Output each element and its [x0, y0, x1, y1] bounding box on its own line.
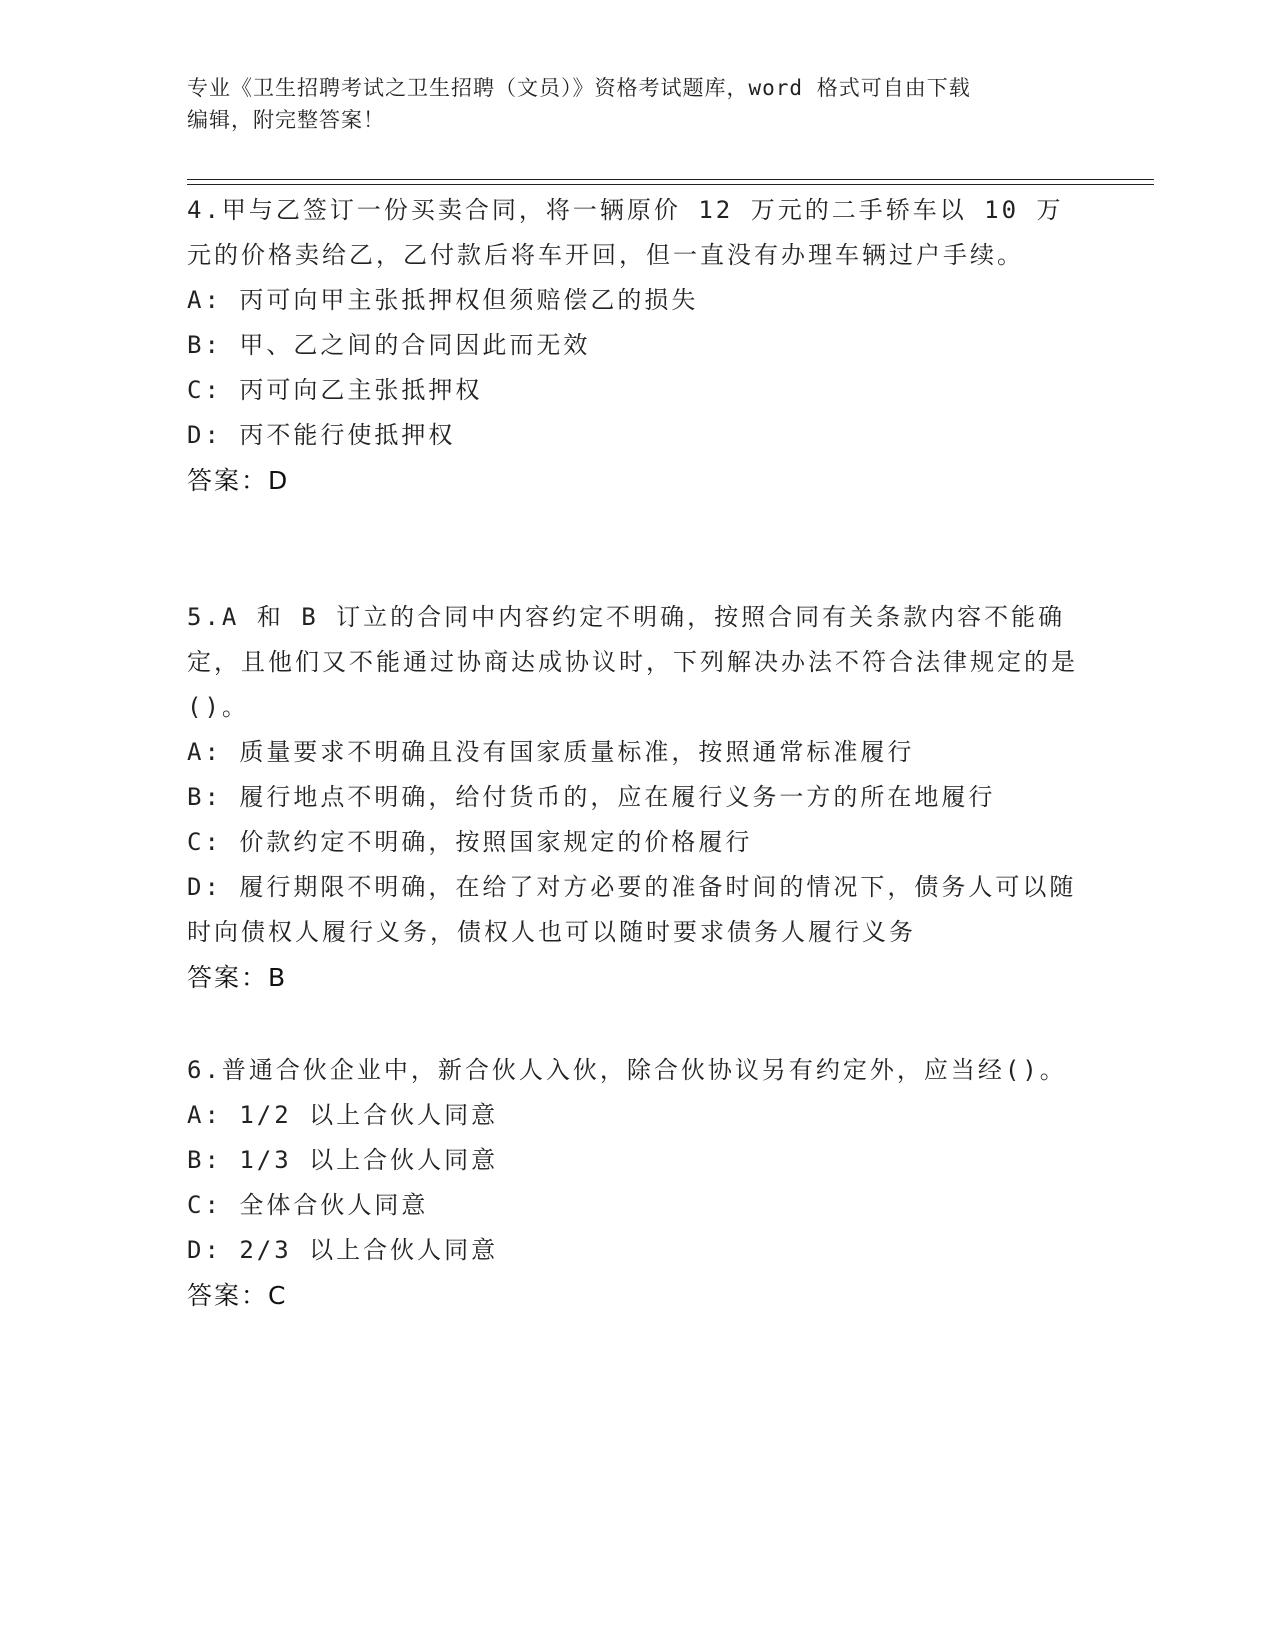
option-b: B: 履行地点不明确，给付货币的，应在履行义务一方的所在地履行	[187, 783, 996, 811]
option-a: A: 1/2 以上合伙人同意	[187, 1101, 499, 1129]
option-c: C: 全体合伙人同意	[187, 1191, 429, 1219]
question-5	[187, 595, 1087, 1001]
option-b: B: 1/3 以上合伙人同意	[187, 1146, 499, 1174]
header-line-2: 编辑，附完整答案！	[187, 108, 385, 132]
option-a: A: 丙可向甲主张抵押权但须赔偿乙的损失	[187, 286, 699, 314]
header-divider-top	[187, 179, 1154, 180]
question-6	[187, 1048, 1087, 1319]
option-c: C: 价款约定不明确，按照国家规定的价格履行	[187, 828, 753, 856]
answer-label: 答案：C	[187, 1281, 288, 1310]
document-header	[187, 72, 1087, 136]
header-line-1: 专业《卫生招聘考试之卫生招聘（文员）》资格考试题库，word 格式可自由下载	[187, 76, 971, 100]
option-b: B: 甲、乙之间的合同因此而无效	[187, 331, 591, 359]
header-divider-bottom	[187, 184, 1154, 185]
option-d: D: 履行期限不明确，在给了对方必要的准备时间的情况下，债务人可以随时向债权人履行义务，债权人也可以随时要求债务人履行义务	[187, 873, 1077, 946]
answer-label: 答案：D	[187, 466, 290, 495]
question-stem: 6.普通合伙企业中，新合伙人入伙，除合伙协议另有约定外，应当经()。	[187, 1056, 1067, 1084]
question-stem: 5.A 和 B 订立的合同中内容约定不明确，按照合同有关条款内容不能确定，且他们又不能通过协商达成协议时，下列解决办法不符合法律规定的是()。	[187, 603, 1078, 721]
option-c: C: 丙可向乙主张抵押权	[187, 376, 483, 404]
answer-label: 答案：B	[187, 963, 288, 992]
option-d: D: 丙不能行使抵押权	[187, 421, 456, 449]
question-stem: 4.甲与乙签订一份买卖合同，将一辆原价 12 万元的二手轿车以 10 万元的价格卖给乙，乙付款后将车开回，但一直没有办理车辆过户手续。	[187, 196, 1064, 269]
option-d: D: 2/3 以上合伙人同意	[187, 1236, 499, 1264]
option-a: A: 质量要求不明确且没有国家质量标准，按照通常标准履行	[187, 738, 915, 766]
question-4	[187, 188, 1087, 504]
